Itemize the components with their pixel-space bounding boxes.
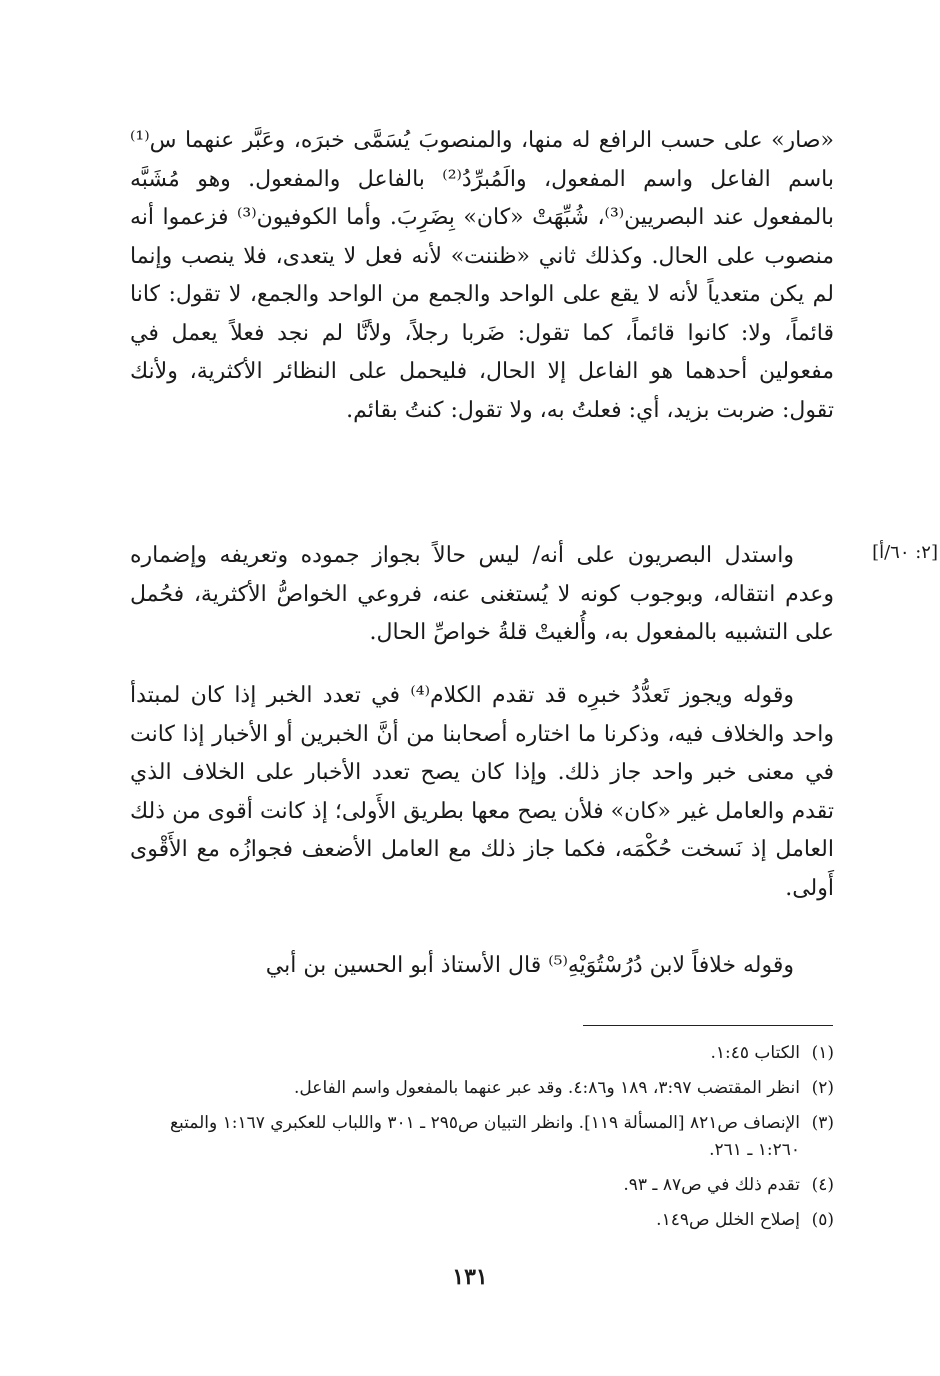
footnote-item — [130, 1172, 834, 1199]
footnote-text: إصلاح الخلل ص١٤٩. — [656, 1210, 800, 1230]
footnote-number: (٤) — [811, 1175, 834, 1195]
footnote-item — [130, 1207, 834, 1234]
footnote-text: الكتاب ١:٤٥. — [710, 1043, 800, 1063]
paragraph-1: «صار» على حسب الرافع له منها، والمنصوبَ يُسَمَّى خبرَه، وعَبَّر عنهما س⁽¹⁾ باسم الفاعل واسم المفعول، والَمُبرِّدُ⁽²⁾ بالفاعل والمفعول. وهو مُشَبَّه بالمفعول عند البصريين⁽³⁾، شُبِّهَتْ «كان» بِضَرِبَ. وأما الكوفيون⁽³⁾ فزعموا أنه منصوب على الحال. وكذلك ثاني «ظننت» لأنه فعل لا يتعدى، فلا ينصب وإنما لم يكن متعدياً لأنه لا يقع على الواحد والجمع من الواحد والجمع، لا تقول: كانا قائماً، ولا: كانوا قائماً، كما تقول: ضَربا رجلاً، ولأنَّا لم نجد فعلاً يعمل في مفعولين أحدهما هو الفاعل إلا الحال، فليحمل على النظائر الأكثرية، ولأنك تقول: ضربت بزيد، أي: فعلتُ به، ولا تقول: كنتُ بقائم. — [130, 128, 835, 423]
body-text-block-4 — [130, 947, 834, 986]
footnote-text: الإنصاف ص٨٢١ [المسألة ١١٩]. وانظر التبيان ص٢٩٥ ـ ٣٠١ واللباب للعكبري ١:١٦٧ والمتبع ١:٢٦٠ ـ ٢٦١. — [169, 1113, 800, 1160]
paragraph-3: وقوله ويجوز تَعدُّدُ خبرِه قد تقدم الكلام⁽⁴⁾ في تعدد الخبر إذا كان لمبتدأ واحد والخلاف فيه، وذكرنا ما اختاره أصحابنا من أنَّ الخبرين أو الأخبار إذا كانت في معنى خبر واحد جاز ذلك. وإذا كان يصح تعدد الأخبار على الخلاف الذي تقدم والعامل غير «كان» فلأن يصح معها بطريق الأَولى؛ إذ كانت أقوى من ذلك العامل إذ نَسخت حُكْمَه، فكما جاز ذلك مع العامل الأضعف فجوازُه مع الأَقْوى أَولى. — [130, 683, 834, 901]
footnote-number: (٣) — [811, 1113, 834, 1133]
paragraph-4: وقوله خلافاً لابن دُرُسْتُوَيْهِ⁽⁵⁾ قال الأستاذ أبو الحسين بن أبي — [265, 953, 794, 978]
footnote-divider — [583, 1025, 833, 1026]
footnote-number: (٢) — [811, 1078, 834, 1098]
body-text-block-2 — [130, 537, 834, 653]
page-number: ١٣١ — [452, 1264, 488, 1290]
body-text-block-3 — [130, 677, 834, 908]
footnote-text: تقدم ذلك في ص٨٧ ـ ٩٣. — [623, 1175, 800, 1195]
margin-manuscript-reference: [٢: ٦٠/أ] — [872, 542, 938, 563]
footnote-number: (٥) — [811, 1210, 834, 1230]
footnotes-section — [130, 1040, 834, 1242]
body-text-block-1 — [130, 122, 834, 430]
paragraph-2: واستدل البصريون على أنه/ ليس حالاً بجواز جموده وتعريفه وإضماره وعدم انتقاله، وبوجوب كونه لا يُستغنى عنه، فروعي الخواصُّ الأكثرية، فحُمل على التشبيه بالمفعول به، وأُلغيتْ قلةُ خواصِّ الحال. — [130, 543, 834, 645]
footnote-text: انظر المقتضب ٣:٩٧، ١٨٩ و٤:٨٦. وقد عبر عنهما بالمفعول واسم الفاعل. — [294, 1078, 800, 1098]
footnote-item — [130, 1040, 834, 1067]
footnote-item — [130, 1110, 834, 1164]
footnote-number: (١) — [811, 1043, 834, 1063]
footnote-item — [130, 1075, 834, 1102]
